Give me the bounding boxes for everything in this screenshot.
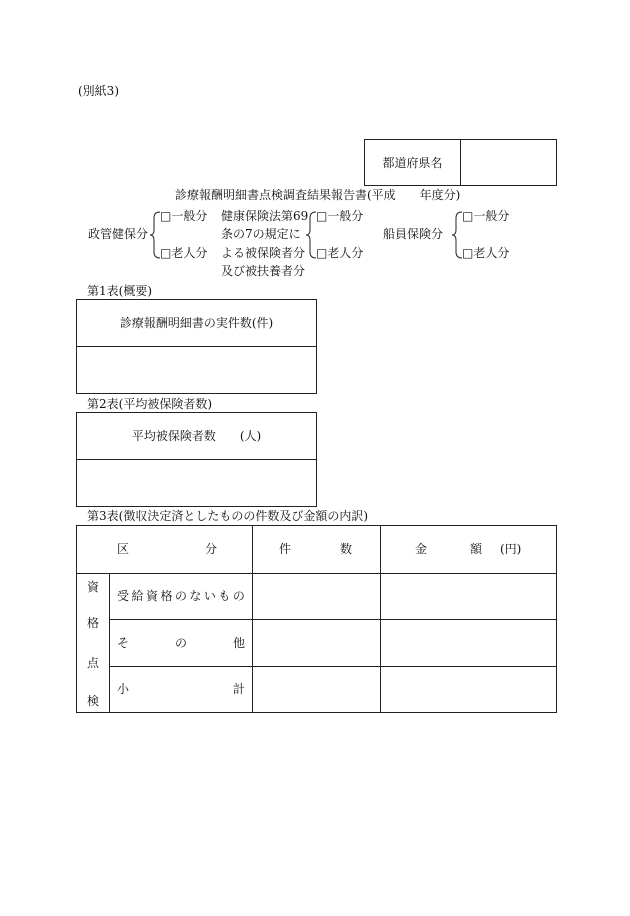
table3-row-amount[interactable] — [381, 574, 556, 619]
table3-row-amount[interactable] — [381, 620, 556, 666]
article69-line3: よる被保険者分 — [221, 246, 306, 260]
table3-row-count[interactable] — [253, 667, 380, 712]
table3-row-count[interactable] — [253, 620, 380, 666]
seikan-label: 政管健保分 — [88, 227, 149, 241]
table1-value[interactable] — [77, 347, 316, 393]
table1 — [76, 299, 317, 394]
article69-elderly-checkbox[interactable]: □老人分 — [316, 246, 364, 260]
seikan-elderly-checkbox[interactable]: □老人分 — [160, 246, 208, 260]
table2 — [76, 412, 317, 507]
attachment-label: (別紙3) — [78, 84, 119, 98]
table3-row-amount[interactable] — [381, 667, 556, 712]
table3-row-count[interactable] — [253, 574, 380, 619]
prefecture-box — [364, 139, 557, 186]
article69-general-checkbox[interactable]: □一般分 — [316, 209, 364, 223]
seaman-general-checkbox[interactable]: □一般分 — [462, 209, 510, 223]
table3: 区 分 件 数 金 額 (円) 資 格 点 検 受 給 資 格 の な い も の そ の 他 小 計 — [76, 525, 557, 713]
article69-line2: 条の7の規定に — [221, 227, 301, 241]
table2-value[interactable] — [77, 460, 316, 506]
seikan-general-checkbox[interactable]: □一般分 — [160, 209, 208, 223]
table2-caption: 第2表(平均被保険者数) — [87, 397, 212, 411]
table3-group-label: 資 格 点 検 — [87, 580, 100, 708]
seaman-label: 船員保険分 — [383, 227, 444, 241]
seaman-elderly-checkbox[interactable]: □老人分 — [462, 246, 510, 260]
prefecture-label: 都道府県名 — [382, 155, 443, 170]
table3-row-label: 受 給 資 格 の な い も の — [117, 589, 245, 603]
table1-header: 診療報酬明細書の実件数(件) — [119, 316, 274, 330]
table3-caption: 第3表(徴収決定済としたものの件数及び金額の内訳) — [87, 509, 369, 523]
prefecture-value[interactable] — [461, 140, 556, 185]
table1-caption: 第1表(概要) — [87, 284, 152, 298]
table3-header-count: 件 数 — [279, 542, 352, 556]
report-title: 診療報酬明細書点検調査結果報告書(平成 年度分) — [175, 188, 461, 202]
table3-header-kubun: 区 分 — [117, 542, 217, 556]
article69-line1: 健康保険法第69 — [221, 209, 309, 223]
table3-row-label: 小 計 — [117, 682, 245, 696]
article69-line4: 及び被扶養者分 — [221, 264, 306, 278]
table2-header: 平均被保険者数 (人) — [131, 429, 262, 443]
